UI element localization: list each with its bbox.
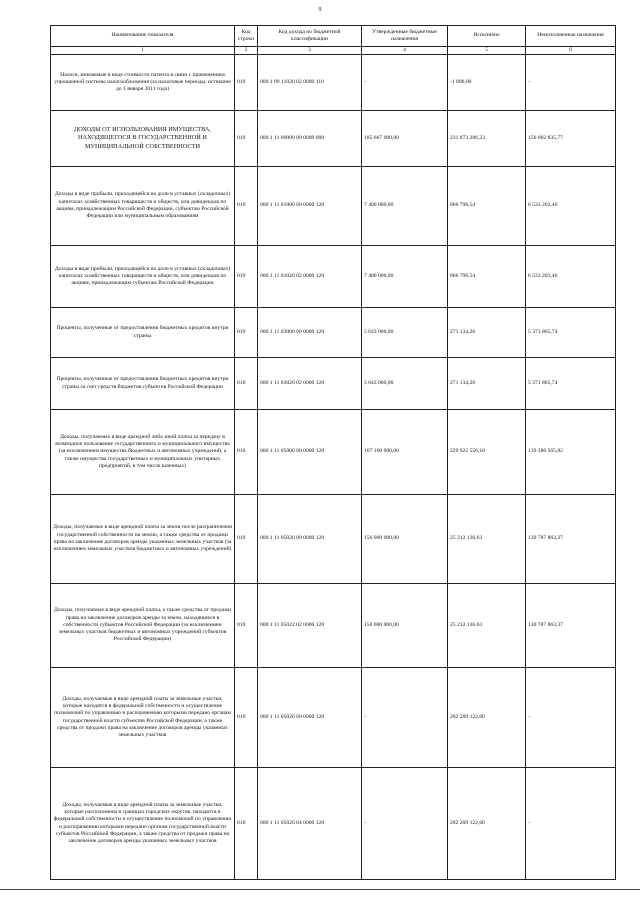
table-row — [51, 111, 616, 167]
row-line-code: 010 — [235, 167, 258, 246]
row-income-code: 000 1 11 05026 00 0000 120 — [258, 668, 362, 768]
col-header-unexecuted: Неисполненные назначения — [526, 26, 616, 47]
row-name: Проценты, полученные от предоставления бюджетных кредитов внутри страны за счет средств бюджетов субъектов Российской Федерации — [51, 358, 235, 410]
col-index: 4 — [362, 47, 448, 55]
col-index: 6 — [526, 47, 616, 55]
row-name: Доходы, получаемые в виде арендной платы за земли после разграничения государственной собственности на землю, а также средства от продажи права на заключение договоров аренды указанных земельных участков (за исключением земельных участков бюджетных и автономных учреждений) — [51, 495, 235, 584]
page-bottom-divider — [0, 889, 640, 890]
row-executed: 202 209 122,00 — [448, 768, 526, 880]
table-row — [51, 668, 616, 768]
row-unexecuted: 5 371 865,74 — [526, 358, 616, 410]
row-unexecuted: 5 371 865,74 — [526, 308, 616, 358]
row-executed: 866 796,54 — [448, 246, 526, 308]
row-unexecuted: 130 787 863,37 — [526, 495, 616, 584]
row-executed: 271 134,26 — [448, 358, 526, 410]
col-index: 5 — [448, 47, 526, 55]
col-header-approved: Утвержденные бюджетные назначения — [362, 26, 448, 47]
row-line-code: 010 — [235, 768, 258, 880]
row-income-code: 000 1 11 05026 04 0000 120 — [258, 768, 362, 880]
column-index-row — [51, 47, 616, 55]
row-executed: 229 922 556,18 — [448, 410, 526, 495]
col-index: 3 — [258, 47, 362, 55]
row-name: Доходы, получаемые в виде арендной платы за земельные участки, которые находятся в федеральной собственности и осуществление полномочий по управлению и распоряжению которыми передано органам государственной власти субъектов Российской Федерации, а также средства от продажи права на заключение договоров аренды указанных земельных участков — [51, 668, 235, 768]
row-unexecuted: 6 533 203,46 — [526, 246, 616, 308]
col-header-line-code: Код строки — [235, 26, 258, 47]
row-name: Доходы, получаемые в виде арендной платы, а также средства от продажи права на заключение договоров аренды за земли, находящиеся в собственности субъектов Российской Федерации (за исключением земельных участков бюджетных и автономных учреждений субъектов Российской Федерации) — [51, 584, 235, 668]
row-approved: 7 400 000,00 — [362, 246, 448, 308]
row-line-code: 010 — [235, 55, 258, 111]
row-unexecuted: 130 787 863,37 — [526, 584, 616, 668]
table-row — [51, 55, 616, 111]
row-approved: 185 667 000,00 — [362, 111, 448, 167]
row-income-code: 000 1 11 01000 00 0000 120 — [258, 167, 362, 246]
row-approved: 5 643 000,00 — [362, 308, 448, 358]
row-name: Доходы, получаемые в виде арендной платы за земельные участки, которые расположены в границах городских округов, находятся в федеральной собственности и осуществление полномочий по управлению и распоряжению которыми передано органам государственной власти субъектов Российской Федерации, а также средства от продажи права на заключение договоров аренды указанных земельных участков — [51, 768, 235, 880]
row-line-code: 010 — [235, 358, 258, 410]
row-approved: - — [362, 55, 448, 111]
row-income-code: 000 1 11 05020 00 0000 120 — [258, 495, 362, 584]
row-approved: - — [362, 668, 448, 768]
row-unexecuted: 156 002 835,77 — [526, 111, 616, 167]
col-header-executed: Исполнено — [448, 26, 526, 47]
row-line-code: 010 — [235, 495, 258, 584]
income-report-table — [50, 25, 616, 880]
row-income-code: 000 1 11 03000 00 0000 120 — [258, 308, 362, 358]
row-income-code: 000 1 09 11020 02 0000 110 — [258, 55, 362, 111]
row-line-code: 010 — [235, 668, 258, 768]
row-approved: - — [362, 768, 448, 880]
table-row — [51, 584, 616, 668]
col-index: 1 — [51, 47, 235, 55]
row-line-code: 010 — [235, 308, 258, 358]
row-approved: 167 100 000,00 — [362, 410, 448, 495]
row-approved: 156 000 000,00 — [362, 495, 448, 584]
col-header-name: Наименование показателя — [51, 26, 235, 47]
table-row — [51, 167, 616, 246]
table-row — [51, 246, 616, 308]
row-unexecuted: - — [526, 668, 616, 768]
row-unexecuted: - — [526, 768, 616, 880]
row-executed: 866 796,54 — [448, 167, 526, 246]
row-name: Доходы, получаемые в виде арендной либо иной платы за передачу в возмездное пользование государственного и муниципального имущества (за исключением имущества бюджетных и автономных учреждений, а также имущества государственных и муниципальных унитарных предприятий, в том числе казенных) — [51, 410, 235, 495]
row-line-code: 010 — [235, 410, 258, 495]
row-line-code: 010 — [235, 246, 258, 308]
row-unexecuted: - — [526, 55, 616, 111]
header-row — [51, 26, 616, 47]
row-executed: 25 212 136,63 — [448, 584, 526, 668]
table-row — [51, 410, 616, 495]
table-row — [51, 768, 616, 880]
table-row — [51, 358, 616, 410]
row-executed: 202 209 122,00 — [448, 668, 526, 768]
page-number: 9 — [318, 7, 322, 13]
row-line-code: 010 — [235, 111, 258, 167]
row-income-code: 000 1 11 05000 00 0000 120 — [258, 410, 362, 495]
row-executed: 231 873 286,23 — [448, 111, 526, 167]
row-approved: 5 643 000,00 — [362, 358, 448, 410]
row-income-code: 000 1 11 00000 00 0000 000 — [258, 111, 362, 167]
row-name: Налоги, взимаемые в виде стоимости патента в связи с применением упрощенной системы налогообложения (за налоговые периоды, истекшие до 1 января 2011 года) — [51, 55, 235, 111]
row-name: Доходы в виде прибыли, приходящейся на доли в уставных (складочных) капиталах хозяйственных товариществ и обществ, или дивидендов по акциям, принадлежащим Российской Федерации, субъектам Российской Федерации или муниципальным образованиям — [51, 167, 235, 246]
row-unexecuted: 6 533 203,46 — [526, 167, 616, 246]
row-executed: -1 800,00 — [448, 55, 526, 111]
row-name: Проценты, полученные от предоставления бюджетных кредитов внутри страны — [51, 308, 235, 358]
row-name: Доходы в виде прибыли, приходящейся на доли в уставных (складочных) капиталах хозяйственных товариществ и обществ, или дивидендов по акциям, принадлежащим субъектам Российской Федерации — [51, 246, 235, 308]
row-name: ДОХОДЫ ОТ ИСПОЛЬЗОВАНИЯ ИМУЩЕСТВА, НАХОДЯЩЕГОСЯ В ГОСУДАРСТВЕННОЙ И МУНИЦИПАЛЬНОЙ СОБСТВЕННОСТИ — [51, 111, 235, 167]
row-approved: 156 000 000,00 — [362, 584, 448, 668]
row-income-code: 000 1 11 05022 02 0000 120 — [258, 584, 362, 668]
row-income-code: 000 1 11 03020 02 0000 120 — [258, 358, 362, 410]
row-income-code: 000 1 11 01020 02 0000 120 — [258, 246, 362, 308]
table-row — [51, 495, 616, 584]
row-approved: 7 400 000,00 — [362, 167, 448, 246]
row-unexecuted: 139 386 565,82 — [526, 410, 616, 495]
table-row — [51, 308, 616, 358]
row-executed: 271 134,26 — [448, 308, 526, 358]
row-line-code: 010 — [235, 584, 258, 668]
col-index: 2 — [235, 47, 258, 55]
row-executed: 25 212 136,63 — [448, 495, 526, 584]
col-header-income-code: Код дохода по бюджетной классификации — [258, 26, 362, 47]
